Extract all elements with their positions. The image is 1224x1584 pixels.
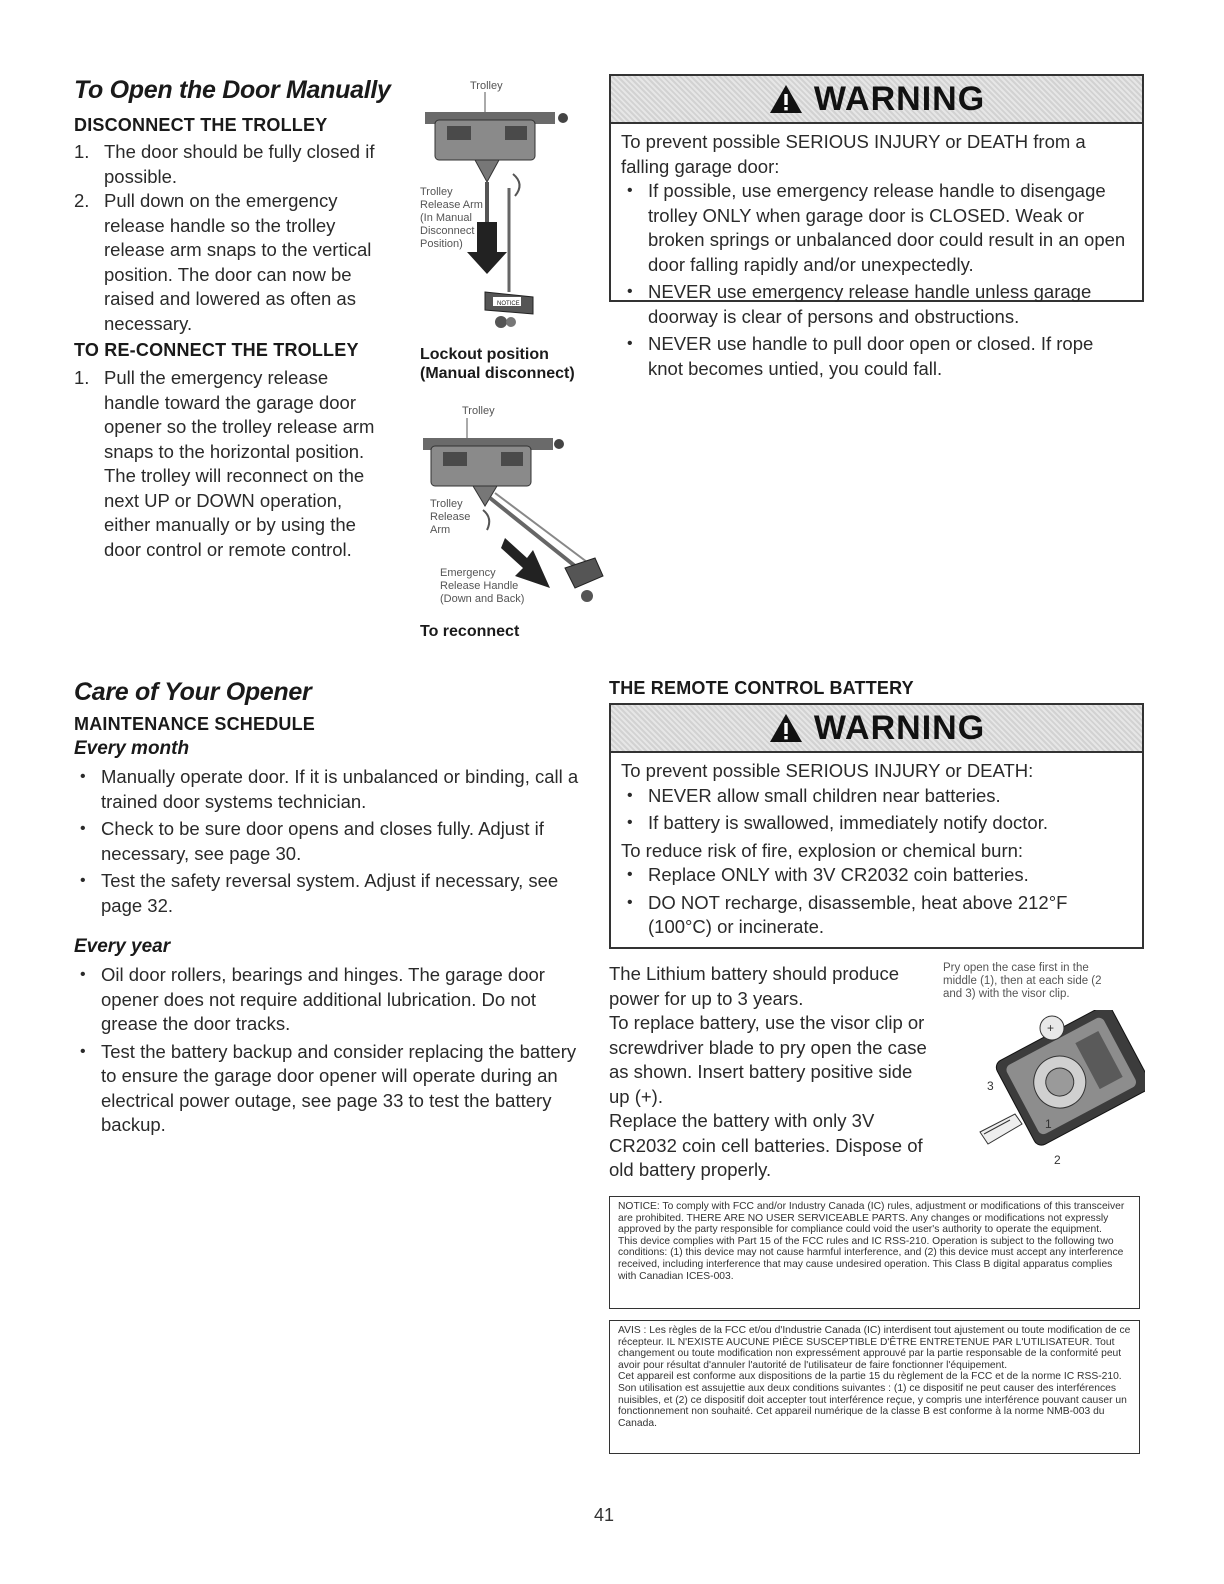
month-items bbox=[74, 765, 589, 921]
fig1-caption-line: (Manual disconnect) bbox=[420, 365, 575, 382]
fcc-notice-para: This device complies with Part 15 of the FCC rules and IC RSS-210. Operation is subject to the following two conditions: (1) this device may not cause harmful interference, and (2) this device must accept any interference received, including interference that may cause undesired operation. This Class B digital apparatus complies with Canadian ICES-003. bbox=[618, 1235, 1124, 1282]
battery-text bbox=[609, 962, 929, 1183]
warning-word: WARNING bbox=[813, 79, 986, 118]
warning-bullet: • If possible, use emergency release handle to disengage trolley ONLY when garage door is CLOSED. Weak or broken springs or unbalanced door could result in an open door falling rapidly and/or unexpectedly. bbox=[621, 179, 1132, 277]
fig2-arm-line: Trolley bbox=[430, 498, 463, 510]
section-title-open-manually: To Open the Door Manually bbox=[74, 76, 391, 104]
warning-bullet: • NEVER use emergency release handle unless garage doorway is clear of persons and obstructions. bbox=[621, 280, 1132, 329]
every-month-label: Every month bbox=[74, 738, 190, 759]
step-number: 1. bbox=[74, 367, 90, 388]
warning-box-battery bbox=[609, 703, 1144, 949]
warning-bullet: • DO NOT recharge, disassemble, heat above 212°F (100°C) or incinerate. bbox=[621, 891, 1132, 940]
warning-bullet: • If battery is swallowed, immediately notify doctor. bbox=[621, 811, 1132, 836]
fig1-caption-line: Lockout position bbox=[420, 346, 549, 363]
page-number: 41 bbox=[594, 1505, 615, 1525]
avis-notice-para: Cet appareil est conforme aux dispositions de la partie 15 du règlement de la FCC et de la norme IC RSS-210. Son utilisation est assujettie aux deux conditions suivantes : (1) ce dispositif ne peut causer des interférences nuisibles, et (2) ce dispositif doit accepter tout interférence reçue, y compris une interférence pouvant causer un fonctionnement non souhaité. Cet appareil numérique de la classe B est conforme à la norme NMB-003 du Canada. bbox=[618, 1371, 1127, 1429]
remote-battery-illustration bbox=[970, 1010, 1145, 1175]
fig2-arm-line: Release bbox=[430, 511, 471, 523]
avis-notice-box bbox=[609, 1320, 1140, 1454]
warning-triangle-icon bbox=[768, 712, 804, 744]
fig2-handle-label bbox=[440, 567, 524, 606]
fig1-arm-line: Trolley bbox=[420, 186, 453, 198]
section-title-care: Care of Your Opener bbox=[74, 678, 312, 706]
warning-banner bbox=[611, 705, 1142, 753]
step-text: Pull the emergency release handle toward the garage door opener so the trolley release arm snaps to the horizontal position. The trolley will reconnect on the next UP or DOWN operation, either manually or by using the door control or remote control. bbox=[104, 367, 375, 560]
disconnect-heading: DISCONNECT THE TROLLEY bbox=[74, 115, 328, 135]
year-items bbox=[74, 963, 594, 1141]
every-year-label: Every year bbox=[74, 936, 171, 957]
warning-bullet: • NEVER use handle to pull door open or closed. If rope knot becomes untied, you could fall. bbox=[621, 332, 1132, 381]
fig1-caption bbox=[420, 345, 575, 383]
warning-bullets-b bbox=[621, 863, 1132, 940]
warning-bullets bbox=[621, 179, 1132, 381]
year-item: • Oil door rollers, bearings and hinges. The garage door opener does not require additional lubrication. Do not grease the door tracks. bbox=[74, 963, 594, 1037]
reconnect-heading: TO RE-CONNECT THE TROLLEY bbox=[74, 340, 359, 360]
warning-banner bbox=[611, 76, 1142, 124]
warning-intro: To prevent possible SERIOUS INJURY or DEATH from a falling garage door: bbox=[621, 131, 1086, 177]
year-item: • Test the battery backup and consider replacing the battery to ensure the garage door opener will operate during an electrical power outage, see page 33 to test the battery backup. bbox=[74, 1040, 594, 1138]
fig2-handle-line: (Down and Back) bbox=[440, 593, 525, 605]
avis-notice-para: AVIS : Les règles de la FCC et/ou d'Industrie Canada (IC) interdisent tout ajustement ou toute modification de ce récepteur. IL N'EXISTE AUCUNE PIÈCE SUSCEPTIBLE D'ÊTRE ENTRETENUE PAR L'UTILISATEUR. Tout changement ou toute modification non expressément approuvé par la partie responsable de la conformité peut avoir pour résultat d'annuler l'autorité de l'utilisateur de faire fonctionner l'équipement. bbox=[618, 1325, 1131, 1371]
month-item: • Test the safety reversal system. Adjust if necessary, see page 32. bbox=[74, 869, 589, 918]
battery-figure-caption: Pry open the case first in the middle (1), then at each side (2 and 3) with the visor clip. bbox=[943, 962, 1102, 1000]
step-text: Pull down on the emergency release handle so the trolley release arm snaps to the vertical position. The door can now be raised and lowered as often as necessary. bbox=[104, 190, 372, 334]
warning-intro: To prevent possible SERIOUS INJURY or DEATH: bbox=[621, 760, 1034, 781]
month-item: • Check to be sure door opens and closes fully. Adjust if necessary, see page 30. bbox=[74, 817, 589, 866]
warning-bullet: • NEVER allow small children near batteries. bbox=[621, 784, 1132, 809]
notice-tag-text: NOTICE bbox=[497, 301, 520, 307]
disconnect-step bbox=[74, 189, 392, 336]
month-item: • Manually operate door. If it is unbalanced or binding, call a trained door systems technician. bbox=[74, 765, 589, 814]
warning-word: WARNING bbox=[813, 708, 986, 747]
warning-bullets-a bbox=[621, 784, 1132, 836]
fcc-notice-para: NOTICE: To comply with FCC and/or Industry Canada (IC) rules, adjustment or modifications of this transceiver are prohibited. THERE ARE NO USER SERVICEABLE PARTS. Any changes or modifications not expressly approved by the party responsible for compliance could void the user's authority to operate the equipment. bbox=[618, 1201, 1125, 1236]
battery-paragraph: Replace the battery with only 3V CR2032 coin cell batteries. Dispose of old battery properly. bbox=[609, 1110, 923, 1180]
warning-body bbox=[611, 753, 1142, 947]
fig1-arm-line: (In Manual bbox=[420, 212, 472, 224]
fig2-trolley-label: Trolley bbox=[462, 405, 495, 417]
fig2-handle-line: Release Handle bbox=[440, 580, 519, 592]
warning-body bbox=[611, 124, 1142, 388]
fig2-handle-line: Emergency bbox=[440, 567, 496, 579]
reconnect-step bbox=[74, 366, 382, 562]
battery-heading: THE REMOTE CONTROL BATTERY bbox=[609, 678, 914, 698]
battery-paragraph: To replace battery, use the visor clip or screwdriver blade to pry open the case as shown. Insert battery positive side up (+). bbox=[609, 1012, 927, 1107]
warning-bullet: • Replace ONLY with 3V CR2032 coin batteries. bbox=[621, 863, 1132, 888]
step-number: 1. bbox=[74, 141, 90, 162]
warning-mid: To reduce risk of fire, explosion or chemical burn: bbox=[621, 839, 1024, 861]
disconnect-steps bbox=[74, 140, 392, 336]
fig1-arm-label bbox=[420, 186, 483, 251]
fig2-caption: To reconnect bbox=[420, 623, 520, 640]
step-number: 2. bbox=[74, 190, 90, 211]
fig1-arm-line: Disconnect bbox=[420, 225, 475, 237]
fig1-arm-line: Release Arm bbox=[420, 199, 483, 211]
warning-box-door bbox=[609, 74, 1144, 379]
callout-2: 2 bbox=[1054, 1153, 1061, 1167]
disconnect-step bbox=[74, 140, 392, 189]
fig2-arm-line: Arm bbox=[430, 524, 451, 536]
step-text: The door should be fully closed if possible. bbox=[104, 141, 375, 187]
fig1-trolley-label: Trolley bbox=[470, 80, 503, 92]
battery-paragraph: The Lithium battery should produce power for up to 3 years. bbox=[609, 963, 900, 1009]
callout-1: 1 bbox=[1045, 1117, 1052, 1131]
callout-3: 3 bbox=[987, 1079, 994, 1093]
warning-triangle-icon bbox=[768, 83, 804, 115]
fig1-arm-line: Position) bbox=[420, 238, 463, 250]
fig2-arm-label bbox=[430, 498, 470, 537]
fcc-notice-box bbox=[609, 1196, 1140, 1309]
maintenance-heading: MAINTENANCE SCHEDULE bbox=[74, 714, 316, 734]
battery-plus-sign: + bbox=[1047, 1021, 1055, 1035]
reconnect-steps bbox=[74, 366, 382, 562]
